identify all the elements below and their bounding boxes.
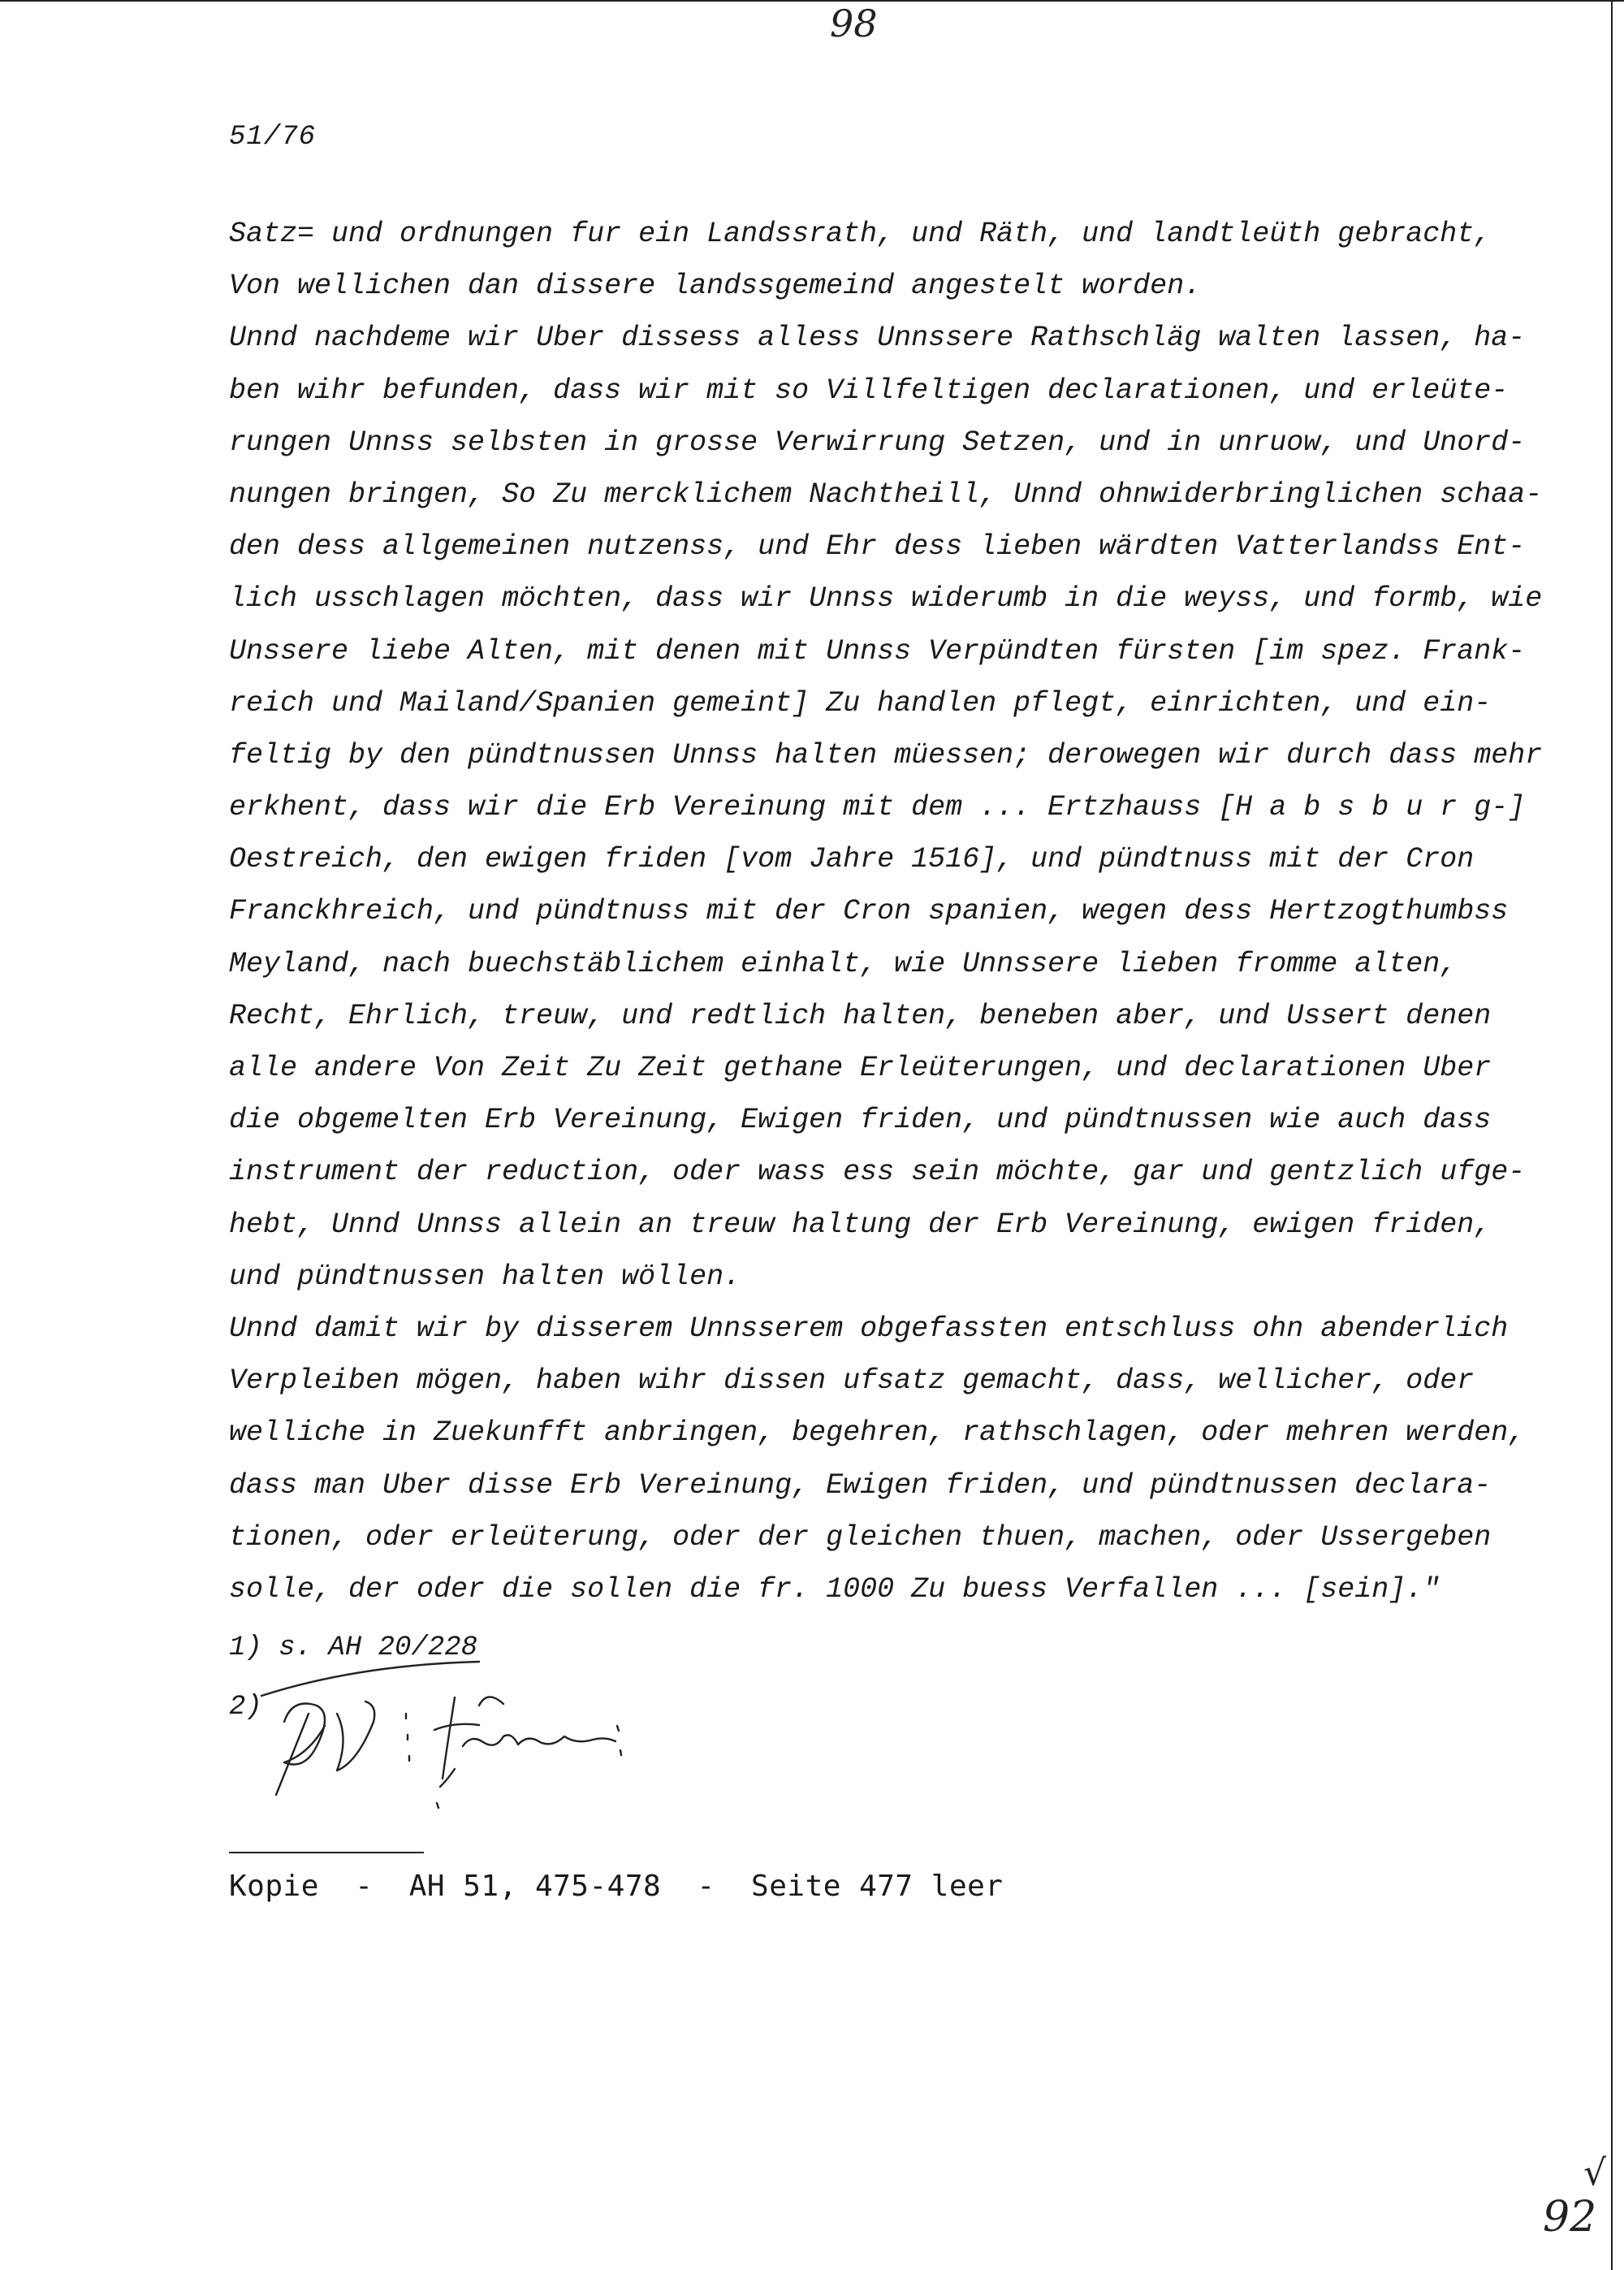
footnote-2: 2) xyxy=(229,1692,262,1723)
body-line: lich usschlagen möchten, dass wir Unnss widerumb in die weyss, und formb, wie xyxy=(229,582,1543,616)
archive-reference: Kopie - AH 51, 475-478 - Seite 477 leer xyxy=(229,1870,1004,1903)
body-line: Verpleiben mögen, haben wihr dissen ufsatz gemacht, dass, wellicher, oder xyxy=(229,1364,1475,1398)
signature-image xyxy=(260,1657,633,1811)
body-line: tionen, oder erleüterung, oder der gleichen thuen, machen, oder Ussergeben xyxy=(229,1520,1492,1554)
footnote-1: 1) s. AH 20/228 xyxy=(229,1632,478,1663)
body-line: ben wihr befunden, dass wir mit so Villfeltigen declarationen, und erleüte- xyxy=(229,374,1509,407)
body-line: Von wellichen dan dissere landssgemeind angestelt worden. xyxy=(229,270,1202,303)
body-line: hebt, Unnd Unnss allein an treuw haltung der Erb Vereinung, ewigen friden, xyxy=(229,1208,1492,1241)
body-line: welliche in Zuekunfft anbringen, begehren, rathschlagen, oder mehren werden, xyxy=(229,1416,1526,1450)
body-line: nungen bringen, So Zu mercklichem Nachtheill, Unnd ohnwiderbringlichen schaa- xyxy=(229,478,1543,511)
body-line: alle andere Von Zeit Zu Zeit gethane Erleüterungen, und declarationen Uber xyxy=(229,1052,1492,1084)
folio-number-top: 98 xyxy=(830,2,878,45)
body-line: die obgemelten Erb Vereinung, Ewigen friden, und pündtnussen wie auch dass xyxy=(229,1104,1492,1137)
body-line: Recht, Ehrlich, treuw, und redtlich halten, beneben aber, und Ussert denen xyxy=(229,999,1492,1032)
body-line: rungen Unnss selbsten in grosse Verwirrung Setzen, und in unruow, und Unord- xyxy=(229,426,1526,459)
body-line: Unssere liebe Alten, mit denen mit Unnss Verpündten fürsten [im spez. Frank- xyxy=(229,634,1526,668)
body-line: Oestreich, den ewigen friden [vom Jahre 1516], und pündtnuss mit der Cron xyxy=(229,843,1475,876)
body-line: dass man Uber disse Erb Vereinung, Ewigen friden, und pündtnussen declara- xyxy=(229,1468,1492,1502)
body-line: Unnd damit wir by disserem Unnsserem obgefassten entschluss ohn abenderlich xyxy=(229,1312,1509,1345)
body-line: Meyland, nach buechstäblichem einhalt, wie Unnssere lieben fromme alten, xyxy=(229,947,1458,980)
body-line: feltig by den pündtnussen Unnss halten müessen; derowegen wir durch dass mehr xyxy=(229,738,1543,772)
body-line: Satz= und ordnungen fur ein Landssrath, und Räth, und landtleüth gebracht, xyxy=(229,218,1492,250)
body-line: solle, der oder die sollen die fr. 1000 Zu buess Verfallen ... [sein]." xyxy=(229,1572,1440,1606)
check-mark: √ xyxy=(1583,2152,1607,2194)
document-reference: 51/76 xyxy=(229,122,317,153)
body-line: reich und Mailand/Spanien gemeint] Zu handlen pflegt, einrichten, und ein- xyxy=(229,686,1492,720)
body-line: erkhent, dass wir die Erb Vereinung mit dem ... Ertzhauss [H a b s b u r g-] xyxy=(229,791,1526,824)
folio-number-bottom: 92 xyxy=(1543,2193,1597,2242)
body-line: und pündtnussen halten wöllen. xyxy=(229,1260,741,1293)
body-line: instrument der reduction, oder wass ess sein möchte, gar und gentzlich ufge- xyxy=(229,1156,1526,1189)
body-line: den dess allgemeinen nutzenss, und Ehr dess lieben wärdten Vatterlandss Ent- xyxy=(229,530,1526,564)
document-body xyxy=(229,208,1543,1615)
page-top-edge xyxy=(0,0,1624,2)
page-right-edge xyxy=(1611,0,1613,2270)
body-line: Unnd nachdeme wir Uber dissess alless Unnssere Rathschläg walten lassen, ha- xyxy=(229,322,1526,355)
footer-rule xyxy=(229,1852,424,1853)
body-line: Franckhreich, und pündtnuss mit der Cron spanien, wegen dess Hertzogthumbss xyxy=(229,895,1509,928)
